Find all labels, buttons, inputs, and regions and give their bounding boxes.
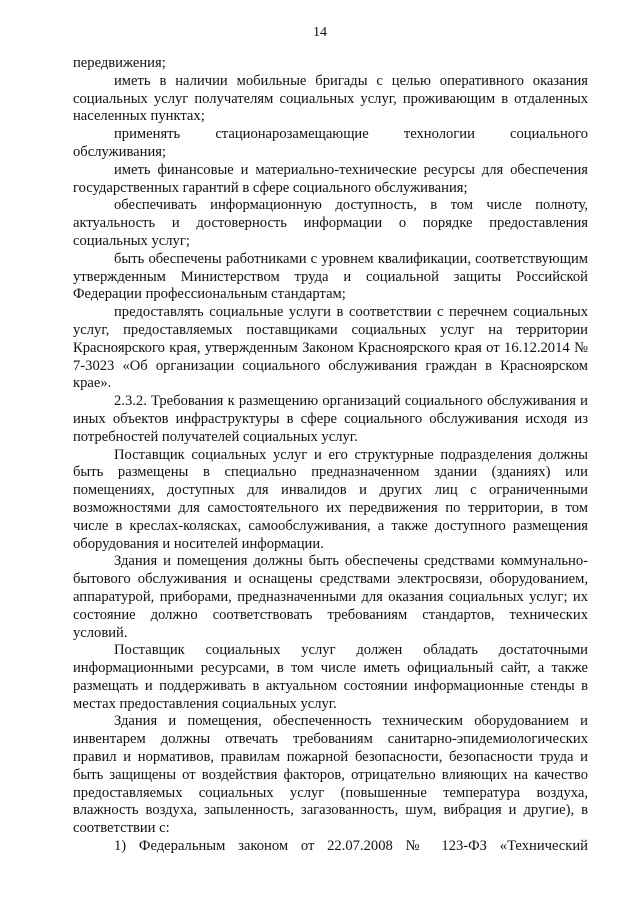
paragraph: Здания и помещения должны быть обеспечены средствами коммунально-бытового обслуживания и оснащены средствами электросвязи, оборудованием, аппаратурой, приборами, предназначенными для оказания социальных услуг; их состояние должно соответствовать требованиям стандартов, технических условий. bbox=[73, 553, 588, 641]
paragraph: применять стационарозамещающие технологии социального обслуживания; bbox=[73, 126, 588, 160]
paragraph: 1) Федеральным законом от 22.07.2008 № 123-ФЗ «Технический bbox=[114, 838, 588, 855]
paragraph: 2.3.2. Требования к размещению организаций социального обслуживания и иных объектов инфраструктуры в сфере социального обслуживания исходя из потребностей получателей социальных услуг. bbox=[73, 393, 588, 445]
paragraph: обеспечивать информационную доступность, в том числе полноту, актуальность и достоверность информации о порядке предоставления социальных услуг; bbox=[73, 197, 588, 249]
paragraph: Поставщик социальных услуг должен обладать достаточными информационными ресурсами, в том числе иметь официальный сайт, а также размещать и поддерживать в актуальном состоянии информационные стенды в местах предоставления социальных услуг. bbox=[73, 642, 588, 712]
paragraph: Поставщик социальных услуг и его структурные подразделения должны быть размещены в специально предназначенном здании (зданиях) или помещениях, доступных для инвалидов и других лиц с ограниченными возможностями для самостоятельного их передвижения по территории, в том числе в креслах-колясках, самообслуживания, а также доступного размещения оборудования и носителей информации. bbox=[73, 446, 588, 552]
paragraph: Здания и помещения, обеспеченность техническим оборудованием и инвентарем должны отвечать требованиям санитарно-эпидемиологических правил и нормативов, правилам пожарной безопасности, безопасности труда и быть защищены от воздействия факторов, отрицательно влияющих на качество предоставляемых социальных услуг (повышенные температура воздуха, влажность воздуха, запыленность, загазованность, шум, вибрация и другие), в соответствии с: bbox=[73, 713, 588, 837]
paragraph: иметь в наличии мобильные бригады с целью оперативного оказания социальных услуг получателям социальных услуг, проживающим в отдаленных населенных пунктах; bbox=[73, 72, 588, 125]
page-number: 14 bbox=[313, 25, 327, 40]
paragraph: быть обеспечены работниками с уровнем квалификации, соответствующим утвержденным Министерством труда и социальной защиты Российской Федерации профессиональным стандартам; bbox=[73, 250, 588, 303]
document-body bbox=[73, 55, 588, 856]
paragraph: предоставлять социальные услуги в соответствии с перечнем социальных услуг, предоставляемых поставщиками социальных услуг на территории Красноярского края, утвержденным Законом Красноярского края от 16.12.2014 № 7-3023 «Об организации социального обслуживания граждан в Красноярском крае». bbox=[73, 304, 588, 392]
paragraph: передвижения; bbox=[73, 55, 166, 71]
paragraph: иметь финансовые и материально-технические ресурсы для обеспечения государственных гарантий в сфере социального обслуживания; bbox=[73, 161, 588, 196]
